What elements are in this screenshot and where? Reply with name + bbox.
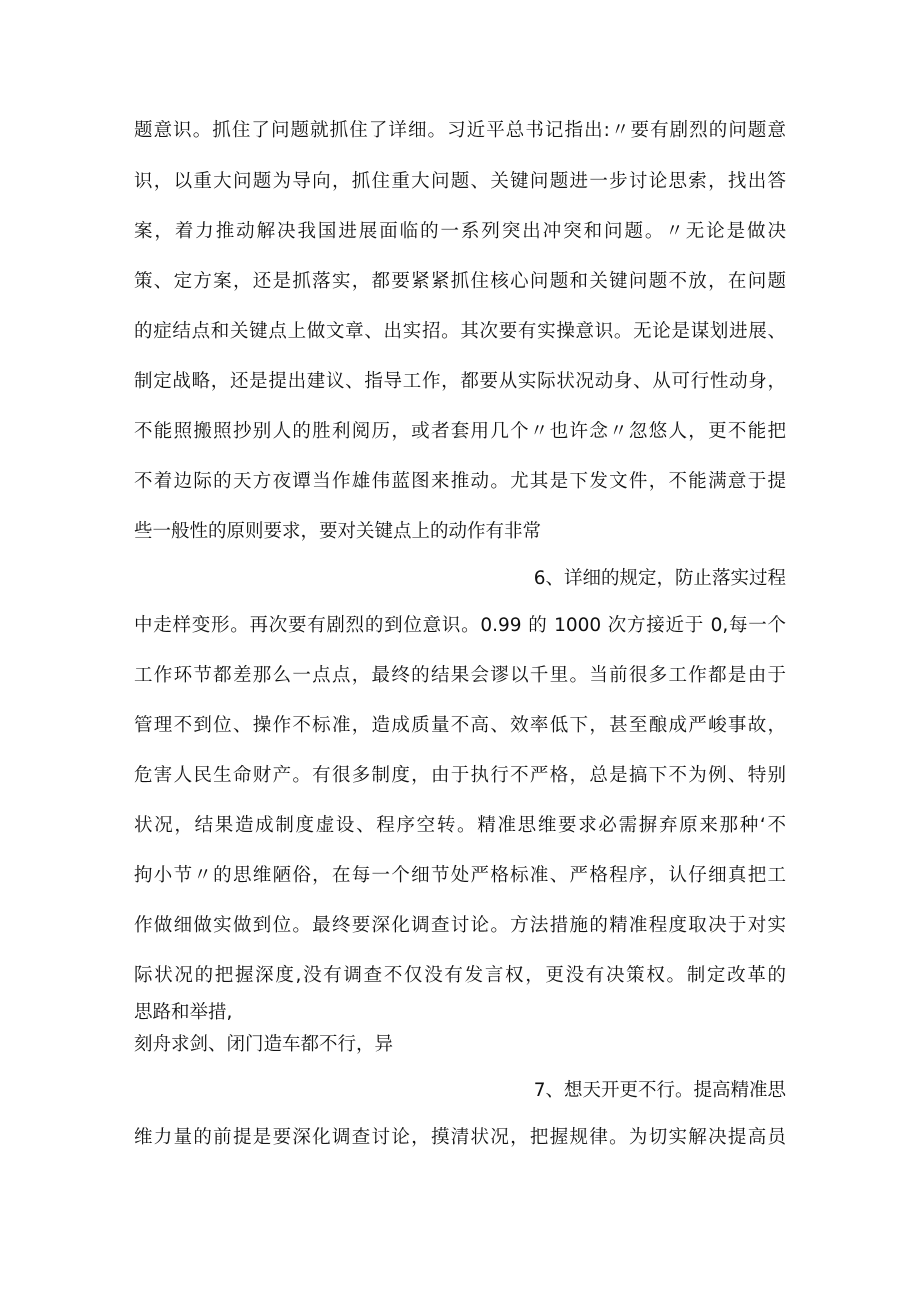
text-line: 维力量的前提是要深化调查讨论，摸清状况，把握规律。为切实解决提高员 [134, 1127, 786, 1148]
text-line: 际状况的把握深度,没有调查不仅没有发言权，更没有决策权。制定改革的 [134, 965, 786, 986]
text-line: 作做细做实做到位。最终要深化调查讨论。方法措施的精准程度取决于对实 [134, 915, 786, 936]
numbered-line: 7、想天开更不行。提高精准思 [533, 1080, 786, 1101]
text-line: 状况，结果造成制度虚设、程序空转。精准思维要求必需摒弃原来那种‘不 [134, 815, 786, 836]
text-line: 些一般性的原则要求，要对关键点上的动作有非常 [134, 521, 542, 542]
text-line: 题意识。抓住了问题就抓住了详细。习近平总书记指出:〃要有剧烈的问题意 [134, 120, 786, 141]
text-line: 识，以重大问题为导向，抓住重大问题、关键问题进一步讨论思索，找出答 [134, 171, 786, 192]
text-line: 危害人民生命财产。有很多制度，由于执行不严格，总是搞下不为例、特别 [134, 765, 786, 786]
text-line: 工作环节都差那么一点点，最终的结果会谬以千里。当前很多工作都是由于 [134, 665, 786, 686]
text-line: 的症结点和关键点上做文章、出实招。其次要有实操意识。无论是谋划进展、 [134, 321, 786, 342]
text-line: 策、定方案，还是抓落实，都要紧紧抓住核心问题和关键问题不放，在问题 [134, 271, 786, 292]
text-line: 刻舟求剑、闭门造车都不行，异 [134, 1034, 394, 1055]
text-line: 案，着力推动解决我国进展面临的一系列突出冲突和问题。〃无论是做决 [134, 221, 786, 242]
text-line: 思路和举措, [134, 1002, 233, 1023]
numbered-line: 6、详细的规定，防止落实过程 [533, 568, 786, 589]
text-line: 中走样变形。再次要有剧烈的到位意识。0.99 的 1000 次方接近于 0,每一个 [134, 615, 786, 636]
text-line: 不能照搬照抄别人的胜利阅历，或者套用几个〃也许念〃忽悠人，更不能把 [134, 421, 786, 442]
text-line: 管理不到位、操作不标准，造成质量不高、效率低下，甚至酿成严峻事故， [134, 715, 786, 736]
text-line: 不着边际的天方夜谭当作雄伟蓝图来推动。尤其是下发文件，不能满意于提 [134, 471, 786, 492]
text-line: 拘小节〃的思维陋俗，在每一个细节处严格标准、严格程序，认仔细真把工 [134, 865, 786, 886]
text-line: 制定战略，还是提出建议、指导工作，都要从实际状况动身、从可行性动身， [134, 371, 786, 392]
